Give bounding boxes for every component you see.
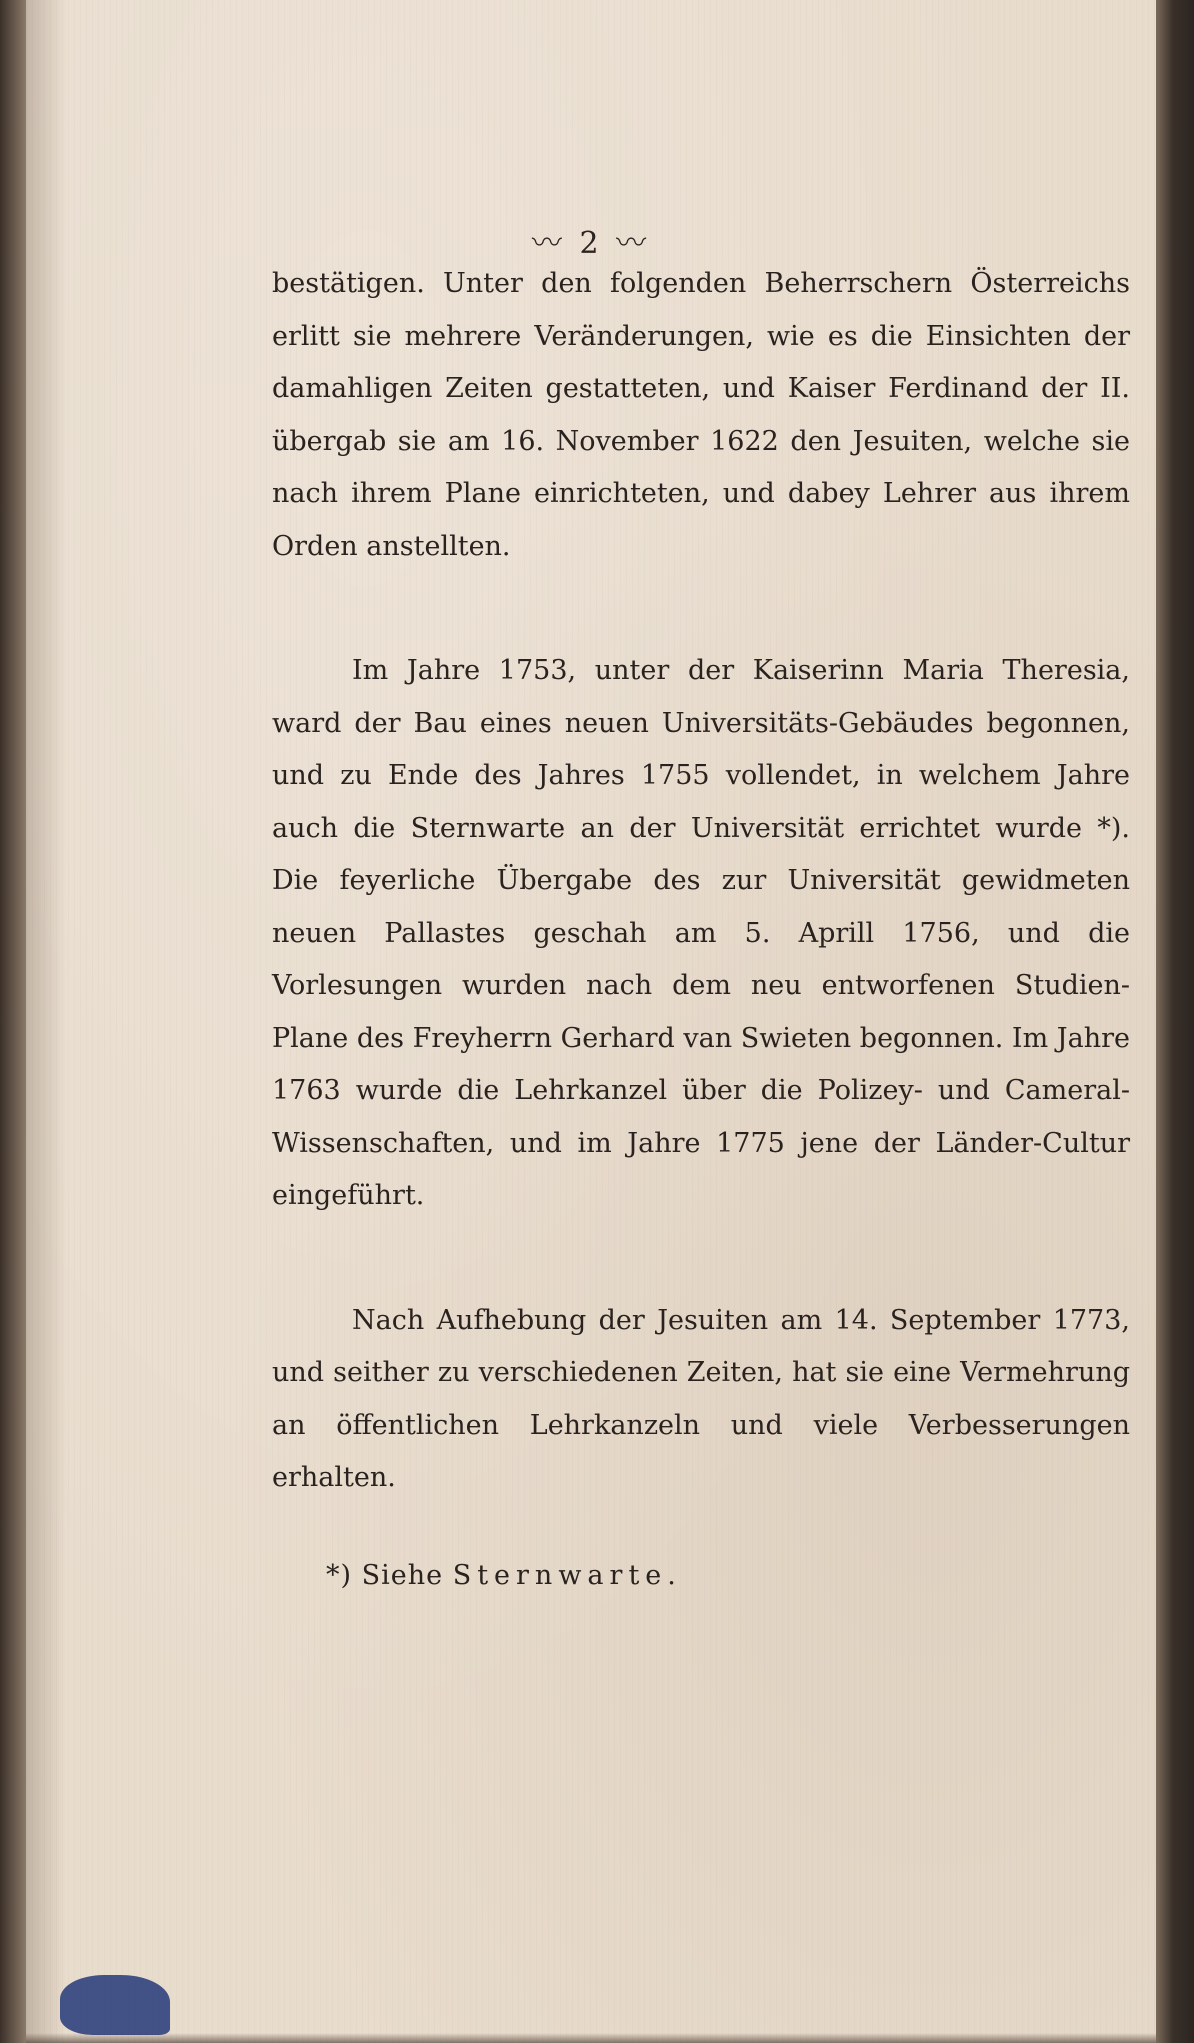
body-text <box>272 258 1130 1505</box>
footnote-reference: Sternwarte. <box>452 1560 682 1591</box>
footnote-prefix: *) Siehe <box>326 1560 444 1591</box>
library-stamp <box>60 1975 170 2035</box>
page-number-head: 〰 2 〰 <box>531 226 651 261</box>
paragraph: Im Jahre 1753, unter der Kaiserinn Maria Theresia, ward der Bau eines neuen Universitäts-Gebäudes begonnen, und zu Ende des Jahres 1755 vollendet, in welchem Jahre auch die Sternwarte an der Universität errichtet wurde *). Die feyerliche Übergabe des zur Universität gewidmeten neuen Pallastes geschah am 5. Aprill 1756, und die Vorlesungen wurden nach dem neu entworfenen Studien-Plane des Freyherrn Gerhard van Swieten begonnen. Im Jahre 1763 wurde die Lehrkanzel über die Polizey- und Cameral-Wissenschaften, und im Jahre 1775 jene der Länder-Cultur eingeführt. <box>272 655 1130 1211</box>
footnote <box>326 1560 682 1591</box>
book-page <box>26 0 1156 2043</box>
scan-right-edge <box>1156 0 1194 2043</box>
page-fold-shadow <box>26 0 66 2043</box>
paragraph: Nach Aufhebung der Jesuiten am 14. September 1773, und seither zu verschiedenen Zeiten, hat sie eine Vermehrung an öffentlichen Lehrkanzeln und viele Verbesserungen erhalten. <box>272 1304 1130 1493</box>
page-bottom-edge <box>26 2033 1156 2043</box>
paragraph: bestätigen. Unter den folgenden Beherrschern Österreichs erlitt sie mehrere Veränderungen, wie es die Einsichten der damahligen Zeiten gestatteten, und Kaiser Ferdinand der II. übergab sie am 16. November 1622 den Jesuiten, welche sie nach ihrem Plane einrichteten, und dabey Lehrer aus ihrem Orden anstellten. <box>272 268 1130 562</box>
scan-left-edge <box>0 0 26 2043</box>
